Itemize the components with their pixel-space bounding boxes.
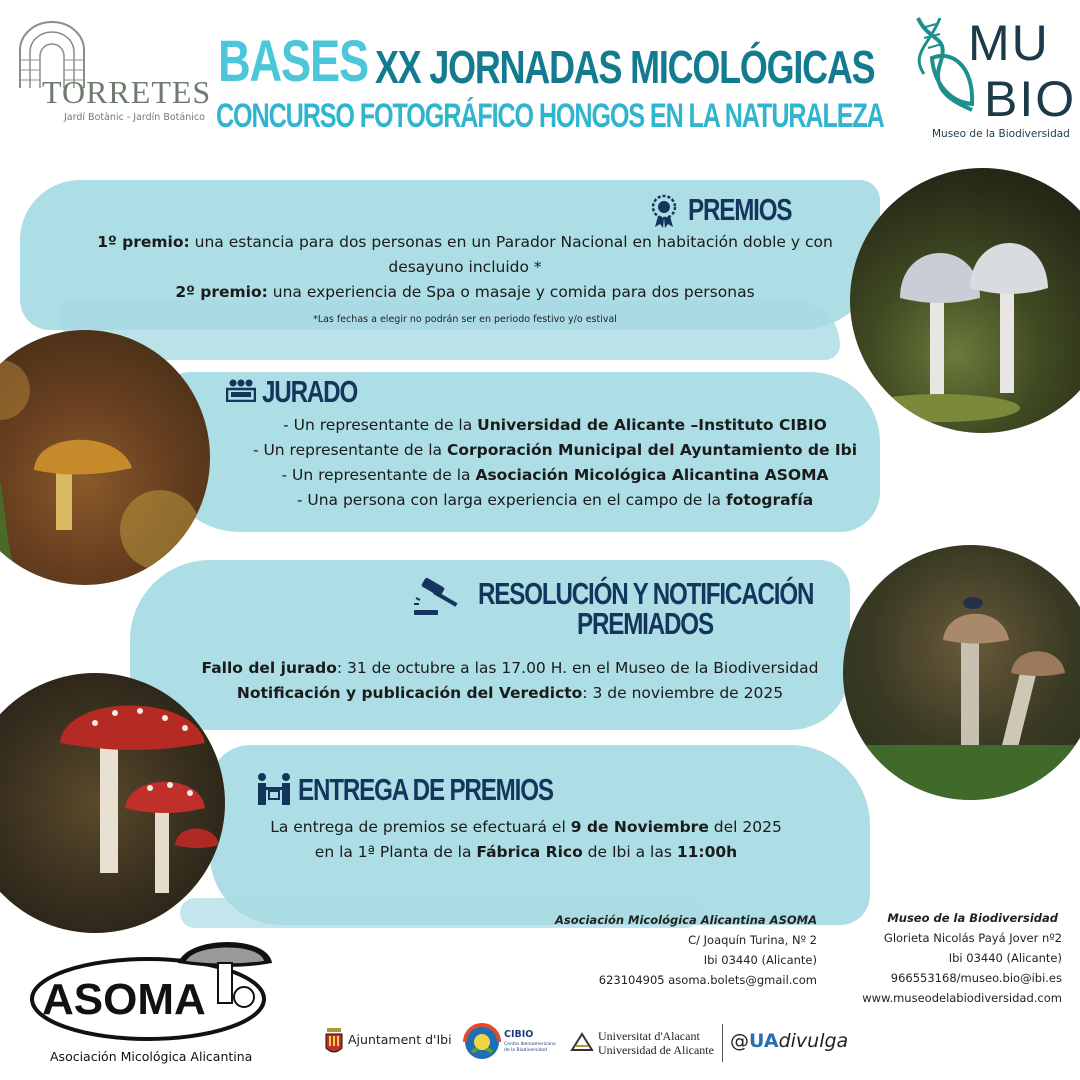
mubio-logo xyxy=(910,14,1077,144)
entrega-section xyxy=(0,770,1080,870)
cibio-logo xyxy=(462,1022,562,1062)
resolucion-section xyxy=(0,572,1080,712)
coat-of-arms-icon xyxy=(324,1024,344,1058)
notificacion-line xyxy=(160,681,860,706)
cibio-globe-icon xyxy=(462,1022,502,1062)
cibio-name: CIBIO xyxy=(504,1029,534,1040)
jurado-section xyxy=(0,370,1080,520)
contact-museo-street: Glorieta Nicolás Payá Jover nº2 xyxy=(883,931,1062,945)
notificacion-label: Notificación y publicación del Veredicto xyxy=(236,684,583,702)
premio-2-label: 2º premio: xyxy=(175,283,268,301)
fallo-line xyxy=(160,656,860,681)
premio-1-line xyxy=(70,230,860,255)
jurado-item-3 xyxy=(205,463,905,488)
cibio-sub-1: Centro Iberoamericano xyxy=(504,1042,556,1047)
contact-asoma-name: Asociación Micológica Alicantina ASOMA xyxy=(555,913,817,927)
jurado-item-1-text: - Un representante de la xyxy=(283,416,478,434)
entrega-time: 11:00h xyxy=(676,843,738,861)
page-title: XX JORNADAS MICOLÓGICAS xyxy=(375,41,875,93)
title-bases: BASES xyxy=(218,29,369,94)
jurado-item-2 xyxy=(205,438,905,463)
contact-asoma-city: Ibi 03440 (Alicante) xyxy=(703,953,817,967)
contact-museo-web[interactable]: www.museodelabiodiversidad.com xyxy=(862,991,1062,1005)
entrega-line-1 xyxy=(176,815,876,840)
uadivulga-logo xyxy=(730,1030,848,1052)
contact-asoma-street: C/ Joaquín Turina, Nº 2 xyxy=(688,933,817,947)
entrega-line-2 xyxy=(176,840,876,865)
notificacion-text: : 3 de noviembre de 2025 xyxy=(582,684,784,702)
premio-1-line-2: desayuno incluido * xyxy=(388,258,542,276)
torretes-name: TORRETES xyxy=(42,74,212,110)
fallo-label: Fallo del jurado xyxy=(201,659,337,677)
ua-logo xyxy=(570,1028,720,1060)
premio-2-line xyxy=(70,280,860,305)
jurado-item-3-bold: Asociación Micológica Alicantina ASOMA xyxy=(475,466,829,484)
jurado-item-3-text: - Un representante de la xyxy=(281,466,476,484)
jurado-heading: JURADO xyxy=(262,374,358,409)
resolucion-heading-line2: PREMIADOS xyxy=(577,606,713,641)
entrega-date: 9 de Noviembre xyxy=(570,818,709,836)
jurado-item-1 xyxy=(205,413,905,438)
ua-name-1: Universitat d'Alacant xyxy=(598,1029,700,1043)
torretes-logo xyxy=(12,20,212,130)
jurado-item-4-bold: fotografía xyxy=(725,491,814,509)
entrega-heading: ENTREGA DE PREMIOS xyxy=(298,772,553,807)
ua-emblem-icon xyxy=(570,1030,594,1054)
entrega-line-1-c: del 2025 xyxy=(708,818,782,836)
entrega-place: Fábrica Rico xyxy=(476,843,583,861)
premios-section xyxy=(0,190,1080,330)
premios-note: *Las fechas a elegir no podrán ser en periodo festivo y/o estival xyxy=(313,314,617,325)
ua-divider xyxy=(722,1024,723,1062)
ua-name-2: Universidad de Alicante xyxy=(598,1043,714,1057)
contact-museo-email[interactable]: 966553168/museo.bio@ibi.es xyxy=(890,971,1062,985)
contact-museo-city: Ibi 03440 (Alicante) xyxy=(948,951,1062,965)
contact-asoma xyxy=(540,910,817,990)
mubio-line1: MU xyxy=(968,15,1050,71)
uadivulga-ua: UA xyxy=(749,1030,779,1052)
resolucion-heading-line1: RESOLUCIÓN Y NOTIFICACIÓN xyxy=(478,576,814,611)
contact-asoma-email[interactable]: 623104905 asoma.bolets@gmail.com xyxy=(598,973,817,987)
asoma-logo xyxy=(28,935,278,1075)
jurado-list xyxy=(205,413,905,513)
uadivulga-at: @ xyxy=(730,1030,749,1052)
premio-1-text: una estancia para dos personas en un Parador Nacional en habitación doble y con xyxy=(189,233,833,251)
torretes-subtitle: Jardí Botànic - Jardín Botánico xyxy=(64,112,205,123)
entrega-line-2-a: en la 1ª Planta de la xyxy=(314,843,477,861)
cibio-sub-2: de la Biodiversidad xyxy=(504,1048,548,1053)
award-badge-icon xyxy=(650,194,678,228)
asoma-subtitle: Asociación Micológica Alicantina xyxy=(50,1049,253,1064)
ajuntament-logo xyxy=(324,1024,454,1060)
entrega-text xyxy=(176,815,876,865)
asoma-name: ASOMA xyxy=(42,975,206,1024)
jurado-item-1-bold: Universidad de Alicante –Instituto CIBIO xyxy=(477,416,827,434)
uadivulga-divulga: divulga xyxy=(778,1030,849,1052)
contact-museo-name: Museo de la Biodiversidad xyxy=(887,911,1058,925)
mubio-line2: BIO xyxy=(984,71,1077,127)
contact-museo xyxy=(820,908,1062,1008)
resolucion-text xyxy=(160,656,860,706)
ajuntament-name: Ajuntament d'Ibi xyxy=(348,1032,452,1047)
page-subtitle: CONCURSO FOTOGRÁFICO HONGOS EN LA NATURALEZA xyxy=(216,97,884,135)
jurado-item-4-text: - Una persona con larga experiencia en el campo de la xyxy=(296,491,726,509)
fallo-text: : 31 de octubre a las 17.00 H. en el Museo de la Biodiversidad xyxy=(336,659,819,677)
premio-2-text: una experiencia de Spa o masaje y comida para dos personas xyxy=(267,283,755,301)
premio-1-label: 1º premio: xyxy=(97,233,190,251)
premios-text xyxy=(70,230,860,305)
gavel-icon xyxy=(412,578,464,618)
award-handover-icon xyxy=(256,772,292,806)
entrega-line-2-c: de Ibi a las xyxy=(582,843,677,861)
entrega-line-1-a: La entrega de premios se efectuará el xyxy=(270,818,571,836)
jurado-item-4 xyxy=(205,488,905,513)
jurado-item-2-bold: Corporación Municipal del Ayuntamiento de Ibi xyxy=(446,441,858,459)
premios-heading: PREMIOS xyxy=(688,192,792,227)
mubio-subtitle: Museo de la Biodiversidad xyxy=(932,128,1070,140)
jury-icon xyxy=(226,378,256,402)
jurado-item-2-text: - Un representante de la xyxy=(252,441,447,459)
